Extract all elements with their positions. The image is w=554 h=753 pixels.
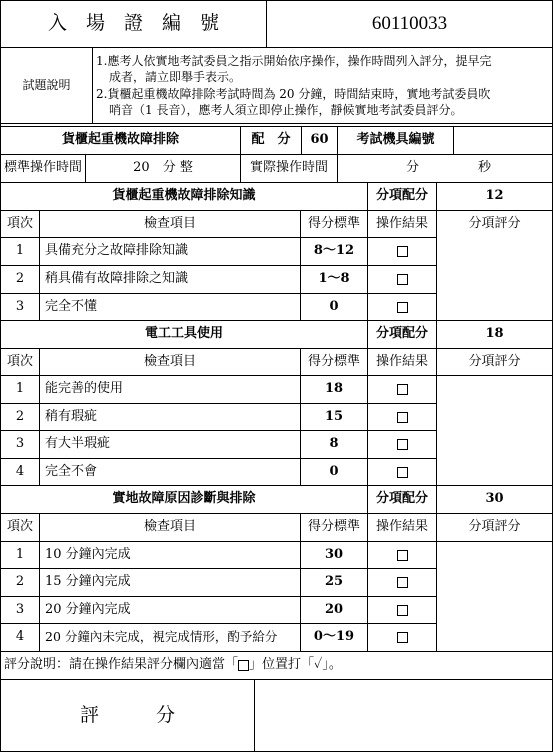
col-result-header: 操作結果 bbox=[375, 215, 428, 231]
row-check-item: 具備充分之故障排除知識 bbox=[45, 243, 189, 259]
checkbox-icon bbox=[397, 412, 408, 423]
row-number: 3 bbox=[15, 436, 25, 452]
section-3-subscore-value: 30 bbox=[485, 491, 504, 507]
col-result-header: 操作結果 bbox=[375, 519, 428, 535]
row-standard: 20 bbox=[324, 601, 344, 617]
admission-number-label: 入 場 證 編 號 bbox=[47, 12, 219, 35]
row-number: 2 bbox=[15, 408, 25, 424]
col-check-header: 檢查項目 bbox=[143, 353, 196, 369]
scoring-note-suffix: 」位置打「✓」。 bbox=[249, 657, 342, 673]
col-score-header: 分項評分 bbox=[468, 215, 521, 231]
row-number: 1 bbox=[15, 546, 25, 562]
instructions-text bbox=[93, 48, 552, 123]
col-standard-header: 得分標準 bbox=[307, 353, 360, 369]
row-number: 4 bbox=[15, 463, 25, 479]
row-check-item: 20 分鐘內完成 bbox=[45, 601, 131, 617]
col-check-header: 檢查項目 bbox=[143, 215, 196, 231]
col-standard-header: 得分標準 bbox=[307, 519, 360, 535]
col-score-header: 分項評分 bbox=[468, 519, 521, 535]
row-number: 1 bbox=[15, 243, 25, 259]
section-1-title: 貨櫃起重機故障排除知識 bbox=[112, 188, 256, 204]
result-checkbox[interactable] bbox=[368, 597, 436, 623]
row-number: 2 bbox=[15, 574, 25, 590]
section-2-subscore-label: 分項配分 bbox=[375, 326, 428, 342]
standard-time-label: 標準操作時間 bbox=[3, 160, 82, 176]
row-check-item: 完全不會 bbox=[45, 463, 98, 479]
row-check-item: 20 分鐘內未完成，視完成情形，酌予給分 bbox=[45, 629, 278, 645]
row-number: 1 bbox=[15, 381, 25, 397]
instruction-line-1: 1.應考人依實地考試委員之指示開始依序操作，操作時間列入評分，提早完 bbox=[96, 53, 492, 68]
result-checkbox[interactable] bbox=[368, 376, 436, 403]
scoring-note bbox=[1, 652, 552, 679]
instructions-label: 試題說明 bbox=[22, 77, 71, 92]
col-item-header: 項次 bbox=[6, 353, 33, 369]
section-2-score-field[interactable] bbox=[437, 376, 552, 485]
section-2-title: 電工工具使用 bbox=[144, 326, 223, 342]
grade-label: 評 分 bbox=[79, 703, 175, 726]
checkbox-icon bbox=[397, 632, 408, 643]
result-checkbox[interactable] bbox=[368, 431, 436, 458]
actual-time-field[interactable] bbox=[338, 155, 552, 182]
score-label: 配 分 bbox=[251, 132, 291, 148]
col-result-header: 操作結果 bbox=[375, 353, 428, 369]
row-standard: 0～19 bbox=[313, 629, 355, 645]
result-checkbox[interactable] bbox=[368, 404, 436, 430]
result-checkbox[interactable] bbox=[368, 238, 436, 265]
result-checkbox[interactable] bbox=[368, 542, 436, 568]
instruction-line-2: 2.貨櫃起重機故障排除考試時間為 20 分鐘，時間結束時，實地考試委員吹 bbox=[96, 86, 491, 101]
checkbox-icon bbox=[397, 467, 408, 478]
row-standard: 18 bbox=[324, 381, 344, 397]
row-check-item: 15 分鐘內完成 bbox=[45, 574, 131, 590]
score-value: 60 bbox=[310, 132, 329, 148]
col-score-header: 分項評分 bbox=[468, 353, 521, 369]
row-standard: 15 bbox=[324, 408, 344, 424]
result-checkbox[interactable] bbox=[368, 294, 436, 320]
row-standard: 0 bbox=[329, 463, 339, 479]
result-checkbox[interactable] bbox=[368, 459, 436, 485]
actual-time-label: 實際操作時間 bbox=[249, 160, 328, 176]
row-check-item: 10 分鐘內完成 bbox=[45, 546, 131, 562]
row-number: 2 bbox=[15, 271, 25, 287]
section-2-subscore-value: 18 bbox=[485, 326, 504, 342]
section-1-score-field[interactable] bbox=[437, 238, 552, 320]
checkbox-icon bbox=[397, 302, 408, 313]
row-number: 3 bbox=[15, 601, 25, 617]
row-standard: 30 bbox=[324, 546, 344, 562]
instruction-line-2b: 哨音（1 長音），應考人須立即停止操作，靜候實地考試委員評分。 bbox=[109, 103, 463, 117]
result-checkbox[interactable] bbox=[368, 624, 436, 651]
seconds-unit: 秒 bbox=[478, 160, 492, 176]
checkbox-icon bbox=[397, 605, 408, 616]
result-checkbox[interactable] bbox=[368, 569, 436, 596]
checkbox-icon bbox=[397, 577, 408, 588]
machine-number-label: 考試機具編號 bbox=[356, 132, 435, 148]
machine-number-field[interactable] bbox=[454, 127, 552, 154]
row-standard: 0 bbox=[329, 298, 339, 314]
row-check-item: 有大半瑕疵 bbox=[45, 436, 111, 452]
subject-name: 貨櫃起重機故障排除 bbox=[61, 132, 179, 148]
row-number: 4 bbox=[15, 629, 25, 645]
row-standard: 8～12 bbox=[313, 243, 355, 259]
checkbox-icon bbox=[238, 660, 249, 671]
minutes-unit: 分 bbox=[406, 160, 420, 176]
col-item-header: 項次 bbox=[6, 215, 33, 231]
standard-time-value: 20 分 整 bbox=[133, 160, 193, 176]
grade-field[interactable] bbox=[255, 680, 552, 751]
scoring-note-prefix: 評分說明：請在操作結果評分欄內適當「 bbox=[4, 657, 239, 673]
row-standard: 8 bbox=[329, 436, 339, 452]
checkbox-icon bbox=[397, 550, 408, 561]
exam-number: 60110033 bbox=[371, 13, 448, 35]
row-check-item: 稍有瑕疵 bbox=[45, 408, 98, 424]
checkbox-icon bbox=[397, 274, 408, 285]
instruction-line-1b: 成者，請立即舉手表示。 bbox=[109, 70, 242, 84]
section-3-subscore-label: 分項配分 bbox=[375, 491, 428, 507]
checkbox-icon bbox=[397, 384, 408, 395]
row-check-item: 能完善的使用 bbox=[45, 381, 124, 397]
section-1-subscore-label: 分項配分 bbox=[375, 188, 428, 204]
section-3-score-field[interactable] bbox=[437, 542, 552, 651]
section-3-title: 實地故障原因診斷與排除 bbox=[112, 491, 256, 507]
checkbox-icon bbox=[397, 439, 408, 450]
row-check-item: 稍具備有故障排除之知識 bbox=[45, 271, 189, 287]
col-item-header: 項次 bbox=[6, 519, 33, 535]
section-1-subscore-value: 12 bbox=[485, 188, 504, 204]
row-standard: 25 bbox=[324, 574, 344, 590]
row-standard: 1～8 bbox=[318, 271, 350, 287]
checkbox-icon bbox=[397, 246, 408, 257]
col-check-header: 檢查項目 bbox=[143, 519, 196, 535]
row-number: 3 bbox=[15, 298, 25, 314]
row-check-item: 完全不懂 bbox=[45, 298, 98, 314]
result-checkbox[interactable] bbox=[368, 266, 436, 293]
col-standard-header: 得分標準 bbox=[307, 215, 360, 231]
